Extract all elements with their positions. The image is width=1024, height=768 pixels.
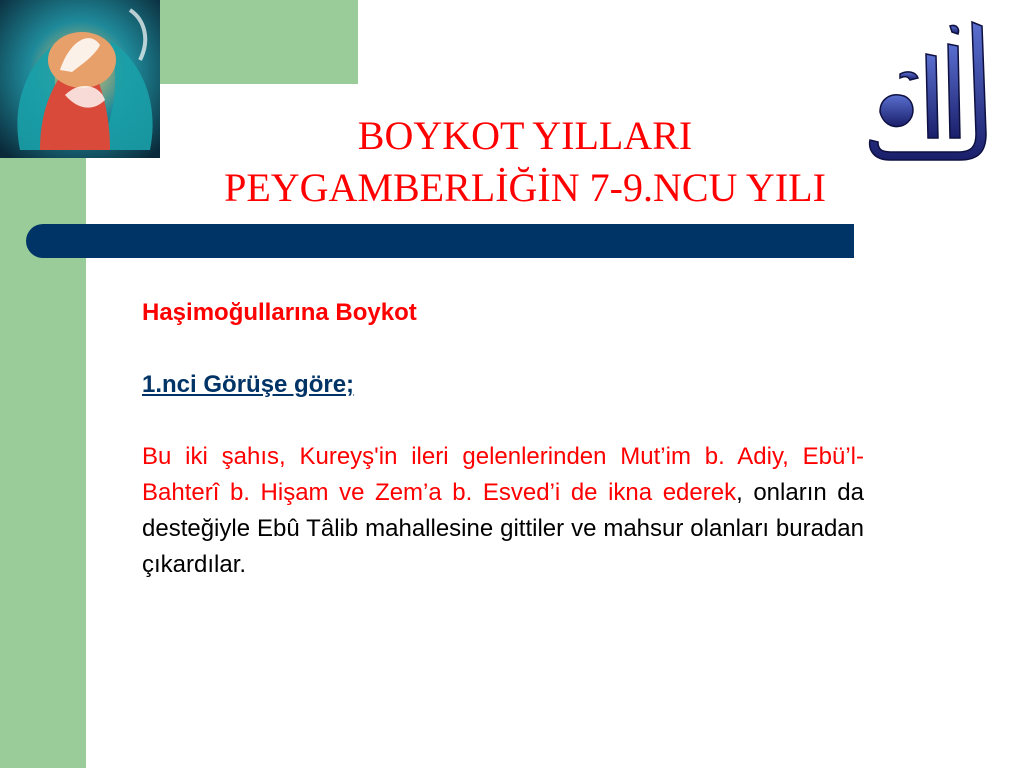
body-paragraph	[142, 439, 864, 583]
title-line-1: BOYKOT YILLARI	[357, 113, 693, 158]
slide-body	[142, 295, 864, 583]
title-line-2: PEYGAMBERLİĞİN 7-9.NCU YILI	[224, 165, 826, 210]
corner-calligraphy-art-icon	[0, 0, 160, 158]
paragraph-highlight: Bu iki şahıs, Kureyş'in ileri gelenlerinden Mut’im b. Adiy, Ebü’l-Bahterî b. Hişam ve Zem’a b. Esved’i de ikna ederek	[142, 443, 864, 506]
section-subheading: 1.nci Görüşe göre;	[142, 371, 355, 398]
slide-title	[150, 110, 900, 214]
paragraph-rest: , onların da desteğiyle Ebû Tâlib mahallesine gittiler ve mahsur olanları buradan çıkardılar.	[142, 479, 864, 578]
section-heading: Haşimoğullarına Boykot	[142, 299, 417, 326]
title-divider-bar	[26, 224, 854, 258]
